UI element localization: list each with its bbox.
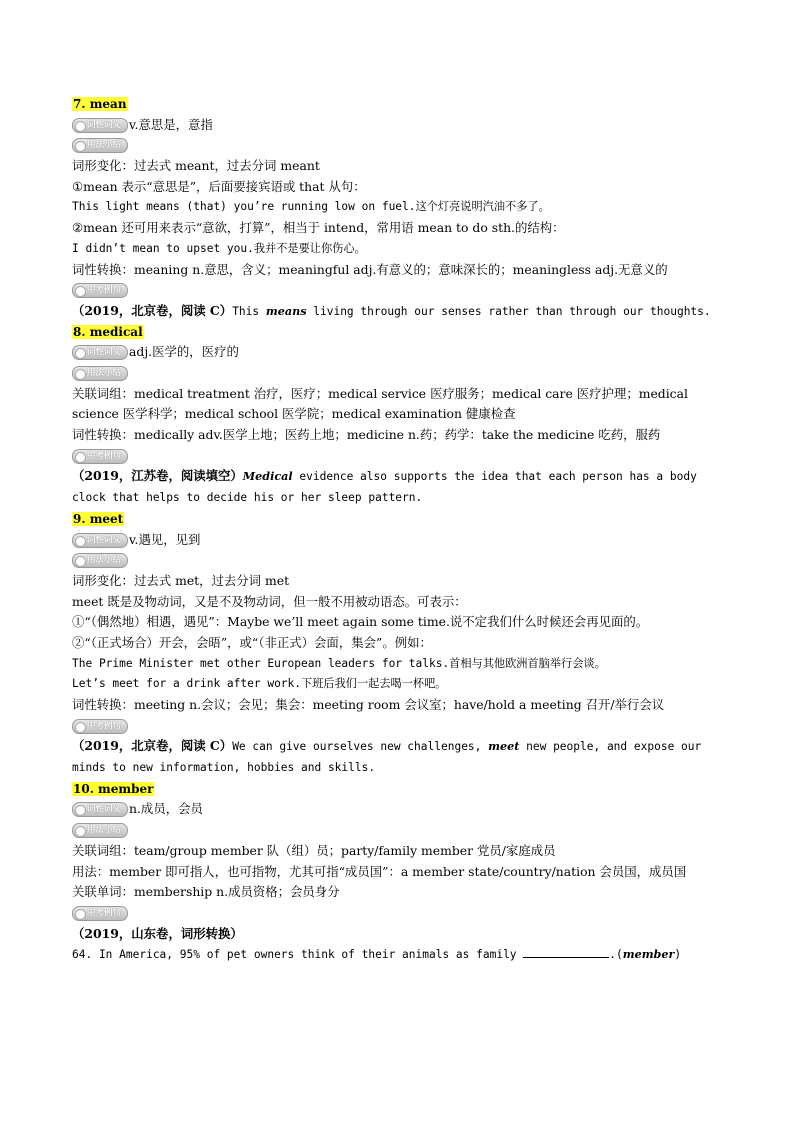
usage-note: 用法：member 即可指人，也可指物，尤其可指“成员国”：a member state/country/nation 会员国，成员国 bbox=[72, 863, 687, 879]
pos-tag: 词性词义 bbox=[72, 533, 128, 548]
pos-row: 词性词义 v.意思是，意指 bbox=[72, 115, 724, 136]
text-line: ①“（偶然地）相遇，遇见”：Maybe we’ll meet again some time.说不定我们什么时候还会再见面的。 bbox=[72, 614, 649, 630]
text-line: 关联词组：team/group member 队（组）员；party/family member 党员/家庭成员 bbox=[72, 842, 556, 858]
text-line: 词形变化：过去式 met，过去分词 met bbox=[72, 572, 290, 588]
usage-tag: 用法小结 bbox=[72, 553, 128, 568]
example-row bbox=[72, 446, 724, 467]
example-row bbox=[72, 716, 724, 737]
conversion-line: 词性转换：meeting n.会议；会见；集会：meeting room 会议室；have/hold a meeting 召开/举行会议 bbox=[72, 697, 665, 713]
usage-row bbox=[72, 135, 724, 156]
example-tag: 中考例句 bbox=[72, 283, 128, 298]
pos-row: 词性词义 v.遇见，见到 bbox=[72, 530, 724, 551]
text-line: ①mean 表示“意思是”，后面要接宾语或 that 从句： bbox=[72, 178, 366, 194]
text-line: ②“（正式场合）开会，会晤”，或“（非正式）会面，集会”。例如： bbox=[72, 634, 432, 650]
entry-heading: 10. member bbox=[73, 781, 154, 796]
example-sentence: （2019，北京卷，阅读 C）We can give ourselves new challenges, meet new people, and expose our minds to new information, hobbies and skills. bbox=[72, 738, 702, 775]
text-line: 词形变化：过去式 meant，过去分词 meant bbox=[72, 158, 320, 174]
pos-tag: 词性词义 bbox=[72, 345, 128, 360]
document-page bbox=[72, 94, 724, 965]
pos-tag: 词性词义 bbox=[72, 118, 128, 133]
usage-tag: 用法小结 bbox=[72, 823, 128, 838]
pos-row: 词性词义 n.成员，会员 bbox=[72, 799, 724, 820]
text-line: Let’s meet for a drink after work.下班后我们一起去喝一杯吧。 bbox=[72, 677, 447, 691]
usage-row bbox=[72, 363, 724, 384]
example-source: （2019，山东卷，词形转换） bbox=[72, 925, 243, 941]
text-line: The Prime Minister met other European leaders for talks.首相与其他欧洲首脑举行会谈。 bbox=[72, 656, 606, 670]
example-tag: 中考例句 bbox=[72, 449, 128, 464]
example-row bbox=[72, 903, 724, 924]
entry-heading: 9. meet bbox=[73, 511, 124, 526]
text-line: I didn’t mean to upset you.我并不是要让你伤心。 bbox=[72, 241, 366, 255]
pos-row: 词性词义 adj.医学的，医疗的 bbox=[72, 342, 724, 363]
usage-tag: 用法小结 bbox=[72, 138, 128, 153]
conversion-line: 词性转换：meaning n.意思，含义；meaningful adj.有意义的；意味深长的；meaningless adj.无意义的 bbox=[72, 261, 668, 277]
conversion-line: 词性转换：medically adv.医学上地；医药上地；medicine n.药；药学：take the medicine 吃药，服药 bbox=[72, 427, 661, 443]
usage-row bbox=[72, 550, 724, 571]
text-line: This light means (that) you’re running low on fuel.这个灯亮说明汽油不多了。 bbox=[72, 200, 550, 214]
text-line: ②mean 还可用来表示“意欲，打算”，相当于 intend，常用语 mean to do sth.的结构： bbox=[72, 220, 565, 236]
example-tag: 中考例句 bbox=[72, 906, 128, 921]
answer-blank[interactable] bbox=[523, 945, 609, 958]
text-line: meet 既是及物动词，又是不及物动词，但一般不用被动语态。可表示： bbox=[72, 593, 467, 609]
usage-tag: 用法小结 bbox=[72, 366, 128, 381]
example-tag: 中考例句 bbox=[72, 719, 128, 734]
exercise-line: 64. In America, 95% of pet owners think of their animals as family .(member) bbox=[72, 947, 682, 962]
example-sentence: （2019，北京卷，阅读 C）This means living through our senses rather than through our thoughts. bbox=[72, 302, 711, 318]
example-row bbox=[72, 280, 724, 301]
usage-row bbox=[72, 820, 724, 841]
pos-tag: 词性词义 bbox=[72, 802, 128, 817]
related-word: 关联单词：membership n.成员资格；会员身分 bbox=[72, 884, 340, 900]
related-phrases: 关联词组：medical treatment 治疗，医疗；medical service 医疗服务；medical care 医疗护理；medical science 医学科学；medical school 医学院；medical examination 健康检查 bbox=[72, 385, 688, 422]
entry-heading: 7. mean bbox=[73, 97, 127, 111]
entry-heading: 8. medical bbox=[73, 324, 143, 339]
example-sentence: （2019，江苏卷，阅读填空）Medical evidence also supports the idea that each person has a body clock that helps to decide his or her sleep pattern. bbox=[72, 468, 697, 505]
